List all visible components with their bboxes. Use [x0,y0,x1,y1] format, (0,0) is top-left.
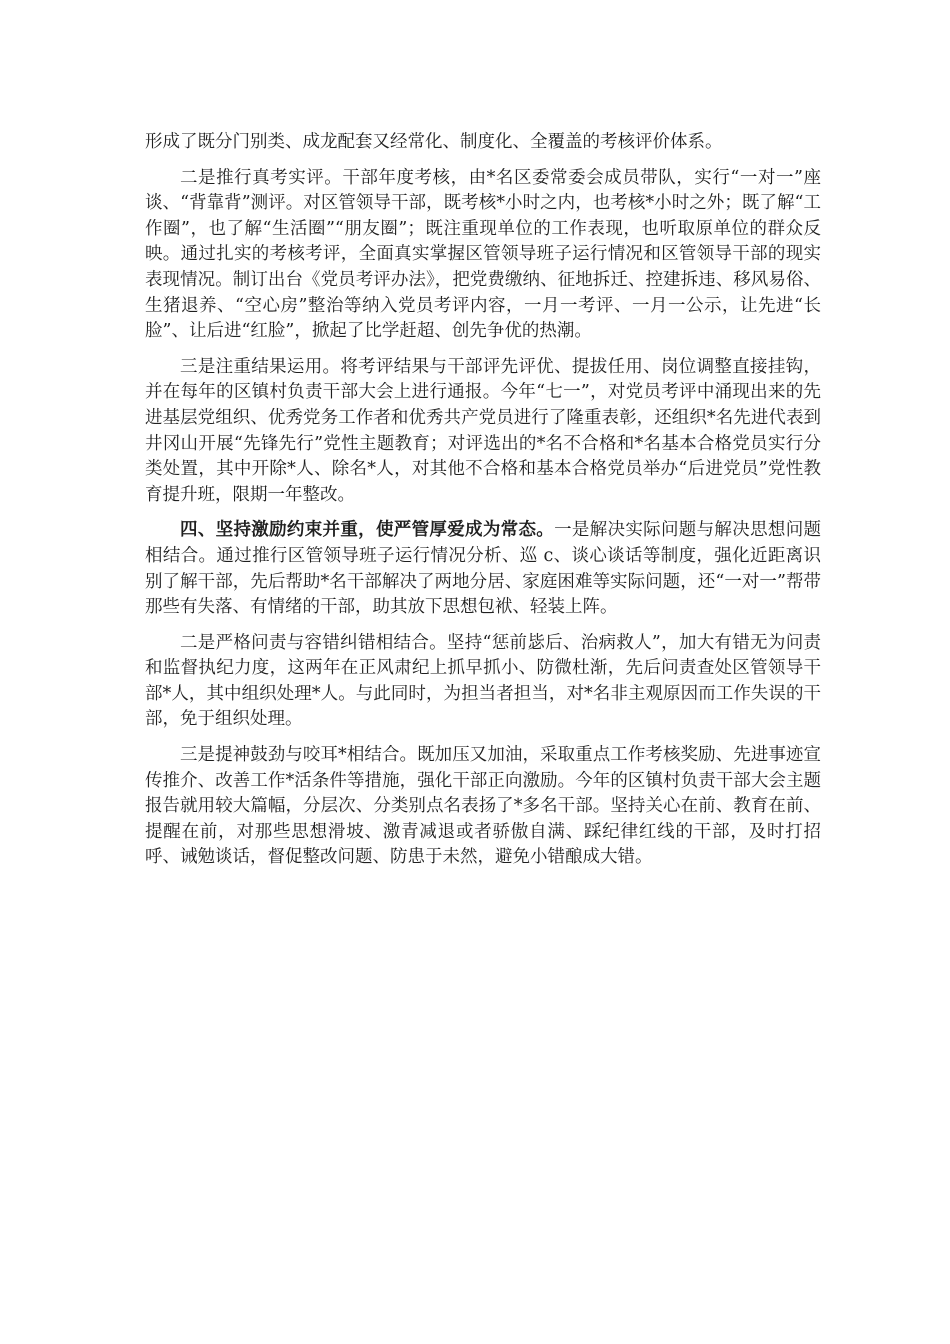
paragraph-section-four [145,518,821,620]
paragraph-text: 二是推行真考实评。干部年度考核，由*名区委常委会成员带队，实行“一对一”座谈、“背靠背”测评。对区管领导干部，既考核*小时之内，也考核*小时之外；既了解“工作圈”，也了解“生活圈”“朋友圈”；既注重现单位的工作表现，也听取原单位的群众反映。通过扎实的考核考评，全面真实掌握区管领导班子运行情况和区管领导干部的现实表现情况。制订出台《党员考评办法》，把党费缴纳、征地拆迁、控建拆违、移风易俗、生猪退养、“空心房”整治等纳入党员考评内容，一月一考评、一月一公示，让先进“长脸”、让后进“红脸”，掀起了比学赶超、创先争优的热潮。 [145,167,821,342]
paragraph-result-application [145,355,821,509]
document-page [145,130,821,881]
paragraph-text: 形成了既分门别类、成龙配套又经常化、制度化、全覆盖的考核评价体系。 [145,132,723,152]
paragraph-text: 二是严格问责与容错纠错相结合。坚持“惩前毖后、治病救人”，加大有错无为问责和监督执纪力度，这两年在正风肃纪上抓早抓小、防微杜渐，先后问责查处区管领导干部*人，其中组织处理*人。与此同时，为担当者担当，对*名非主观原因而工作失误的干部，免于组织处理。 [145,632,821,730]
section-heading: 四、坚持激励约束并重，使严管厚爱成为常态。 [180,520,555,541]
paragraph-text: 一是解决实际问题与解决思想问题相结合。通过推行区管领导班子运行情况分析、巡 c、谈心谈话等制度，强化近距离识别了解干部，先后帮助*名干部解决了两地分居、家庭困难等实际问题，还“一对一”帮带那些有失落、有情绪的干部，助其放下思想包袱、轻装上阵。 [145,520,822,618]
paragraph-continuation [145,130,821,156]
paragraph-text: 三是注重结果运用。将考评结果与干部评先评优、提拔任用、岗位调整直接挂钩，并在每年的区镇村负责干部大会上进行通报。今年“七一”，对党员考评中涌现出来的先进基层党组织、优秀党务工作者和优秀共产党员进行了隆重表彰，还组织*名先进代表到井冈山开展“先锋先行”党性主题教育；对评选出的*名不合格和*名基本合格党员实行分类处置，其中开除*人、除名*人，对其他不合格和基本合格党员举办“后进党员”党性教育提升班，限期一年整改。 [145,356,821,505]
paragraph-text: 三是提神鼓劲与咬耳*相结合。既加压又加油，采取重点工作考核奖励、先进事迹宣传推介、改善工作*活条件等措施，强化干部正向激励。今年的区镇村负责干部大会主题报告就用较大篇幅，分层次、分类别点名表扬了*多名干部。坚持关心在前、教育在前、提醒在前，对那些思想滑坡、激青减退或者骄傲自满、踩纪律红线的干部，及时打招呼、诫勉谈话，督促整改问题、防患于未然，避免小错酿成大错。 [145,745,821,868]
paragraph-true-assessment [145,166,821,345]
paragraph-encouragement [145,743,821,871]
paragraph-accountability [145,631,821,733]
